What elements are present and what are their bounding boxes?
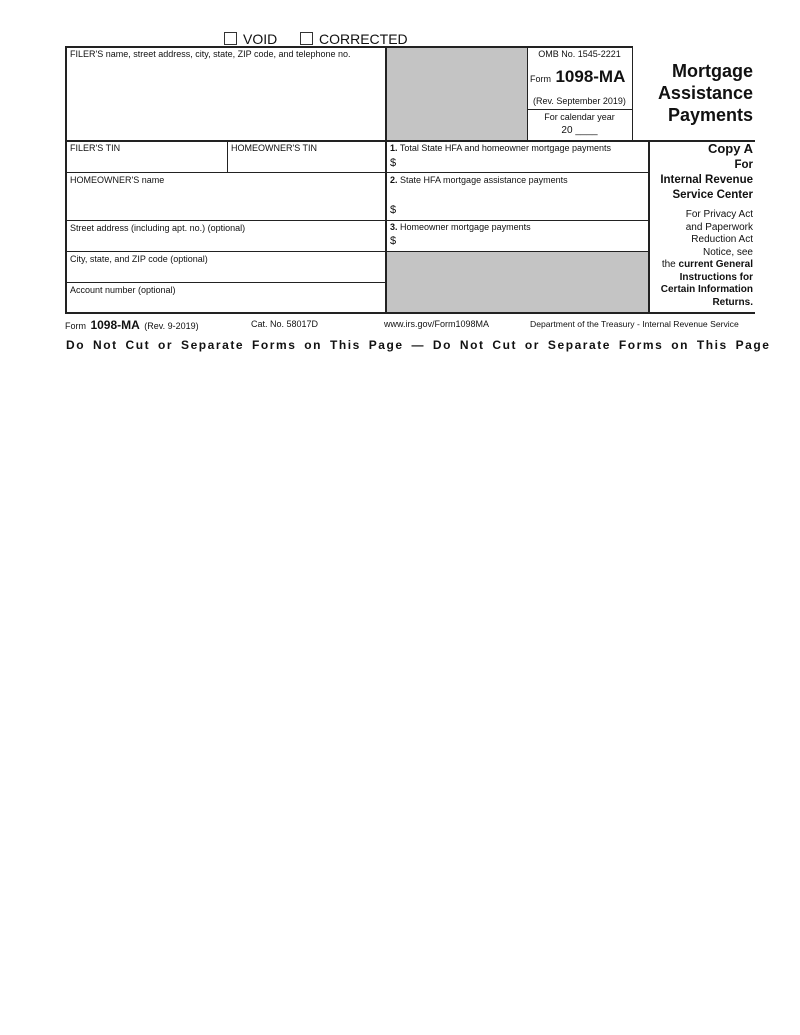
title-line: Payments [667,105,753,125]
calendar-year-field[interactable]: 20 ____ [561,125,598,136]
do-not-cut-warning: Do Not Cut or Separate Forms on This Page — Do Not Cut or Separate Forms on This Page [66,338,771,352]
void-checkbox[interactable] [224,31,277,47]
shaded-area-top [386,47,527,140]
privacy-notice: For Privacy Act and Paperwork Reduction Act Notice, see the current General Instructions for Certain Information Returns. [660,209,753,308]
copy-title: Copy A [707,141,753,156]
divider [227,140,228,172]
catalog-number: Cat. No. 58017D [251,319,319,329]
divider [65,282,385,283]
box-3-amount-field[interactable]: $ [390,235,397,247]
calendar-year-label: For calendar year [544,112,615,122]
form-title [640,60,753,126]
copy-a-info [650,141,753,309]
title-line: Mortgage [672,61,753,81]
divider [632,46,633,140]
shaded-area-bottom [386,252,648,312]
footer-form-id: Form 1098-MA (Rev. 9-2019) [65,318,199,332]
homeowner-name-field[interactable]: HOMEOWNER'S name [70,175,165,185]
corrected-checkbox[interactable] [300,31,408,47]
filer-tin-field[interactable]: FILER'S TIN [70,143,121,153]
box-2-label: 2. State HFA mortgage assistance payments [390,175,568,185]
city-state-zip-field[interactable]: City, state, and ZIP code (optional) [70,254,208,264]
account-number-field[interactable]: Account number (optional) [70,285,176,295]
revision: (Rev. September 2019) [533,96,626,106]
form-number: 1098-MA [555,67,626,86]
copy-recipient: Internal Revenue [660,174,753,186]
corrected-label: CORRECTED [319,31,408,47]
divider [65,172,648,173]
void-box[interactable] [224,32,237,45]
divider [65,46,67,313]
divider [65,46,633,48]
copy-for: For [734,159,753,171]
copy-recipient: Service Center [672,189,753,201]
divider [527,109,632,110]
title-line: Assistance [657,83,753,103]
box-3-label: 3. Homeowner mortgage payments [390,222,531,232]
omb-number: OMB No. 1545-2221 [538,49,621,59]
corrected-box[interactable] [300,32,313,45]
divider [65,312,755,314]
street-address-field[interactable]: Street address (including apt. no.) (optional) [70,223,246,233]
form-prefix: Form [530,74,551,84]
box-1-amount-field[interactable]: $ [390,157,397,169]
filer-info-field[interactable]: FILER'S name, street address, city, state, ZIP code, and telephone no. [70,49,351,59]
divider [65,220,648,221]
divider [65,251,648,252]
irs-url[interactable]: www.irs.gov/Form1098MA [384,319,490,329]
box-2-amount-field[interactable]: $ [390,204,397,216]
box-1-label: 1. Total State HFA and homeowner mortgage payments [390,143,611,153]
department: Department of the Treasury - Internal Revenue Service [530,319,739,329]
divider [385,46,387,313]
homeowner-tin-field[interactable]: HOMEOWNER'S TIN [231,143,318,153]
void-label: VOID [243,31,278,47]
form-id [530,67,625,87]
